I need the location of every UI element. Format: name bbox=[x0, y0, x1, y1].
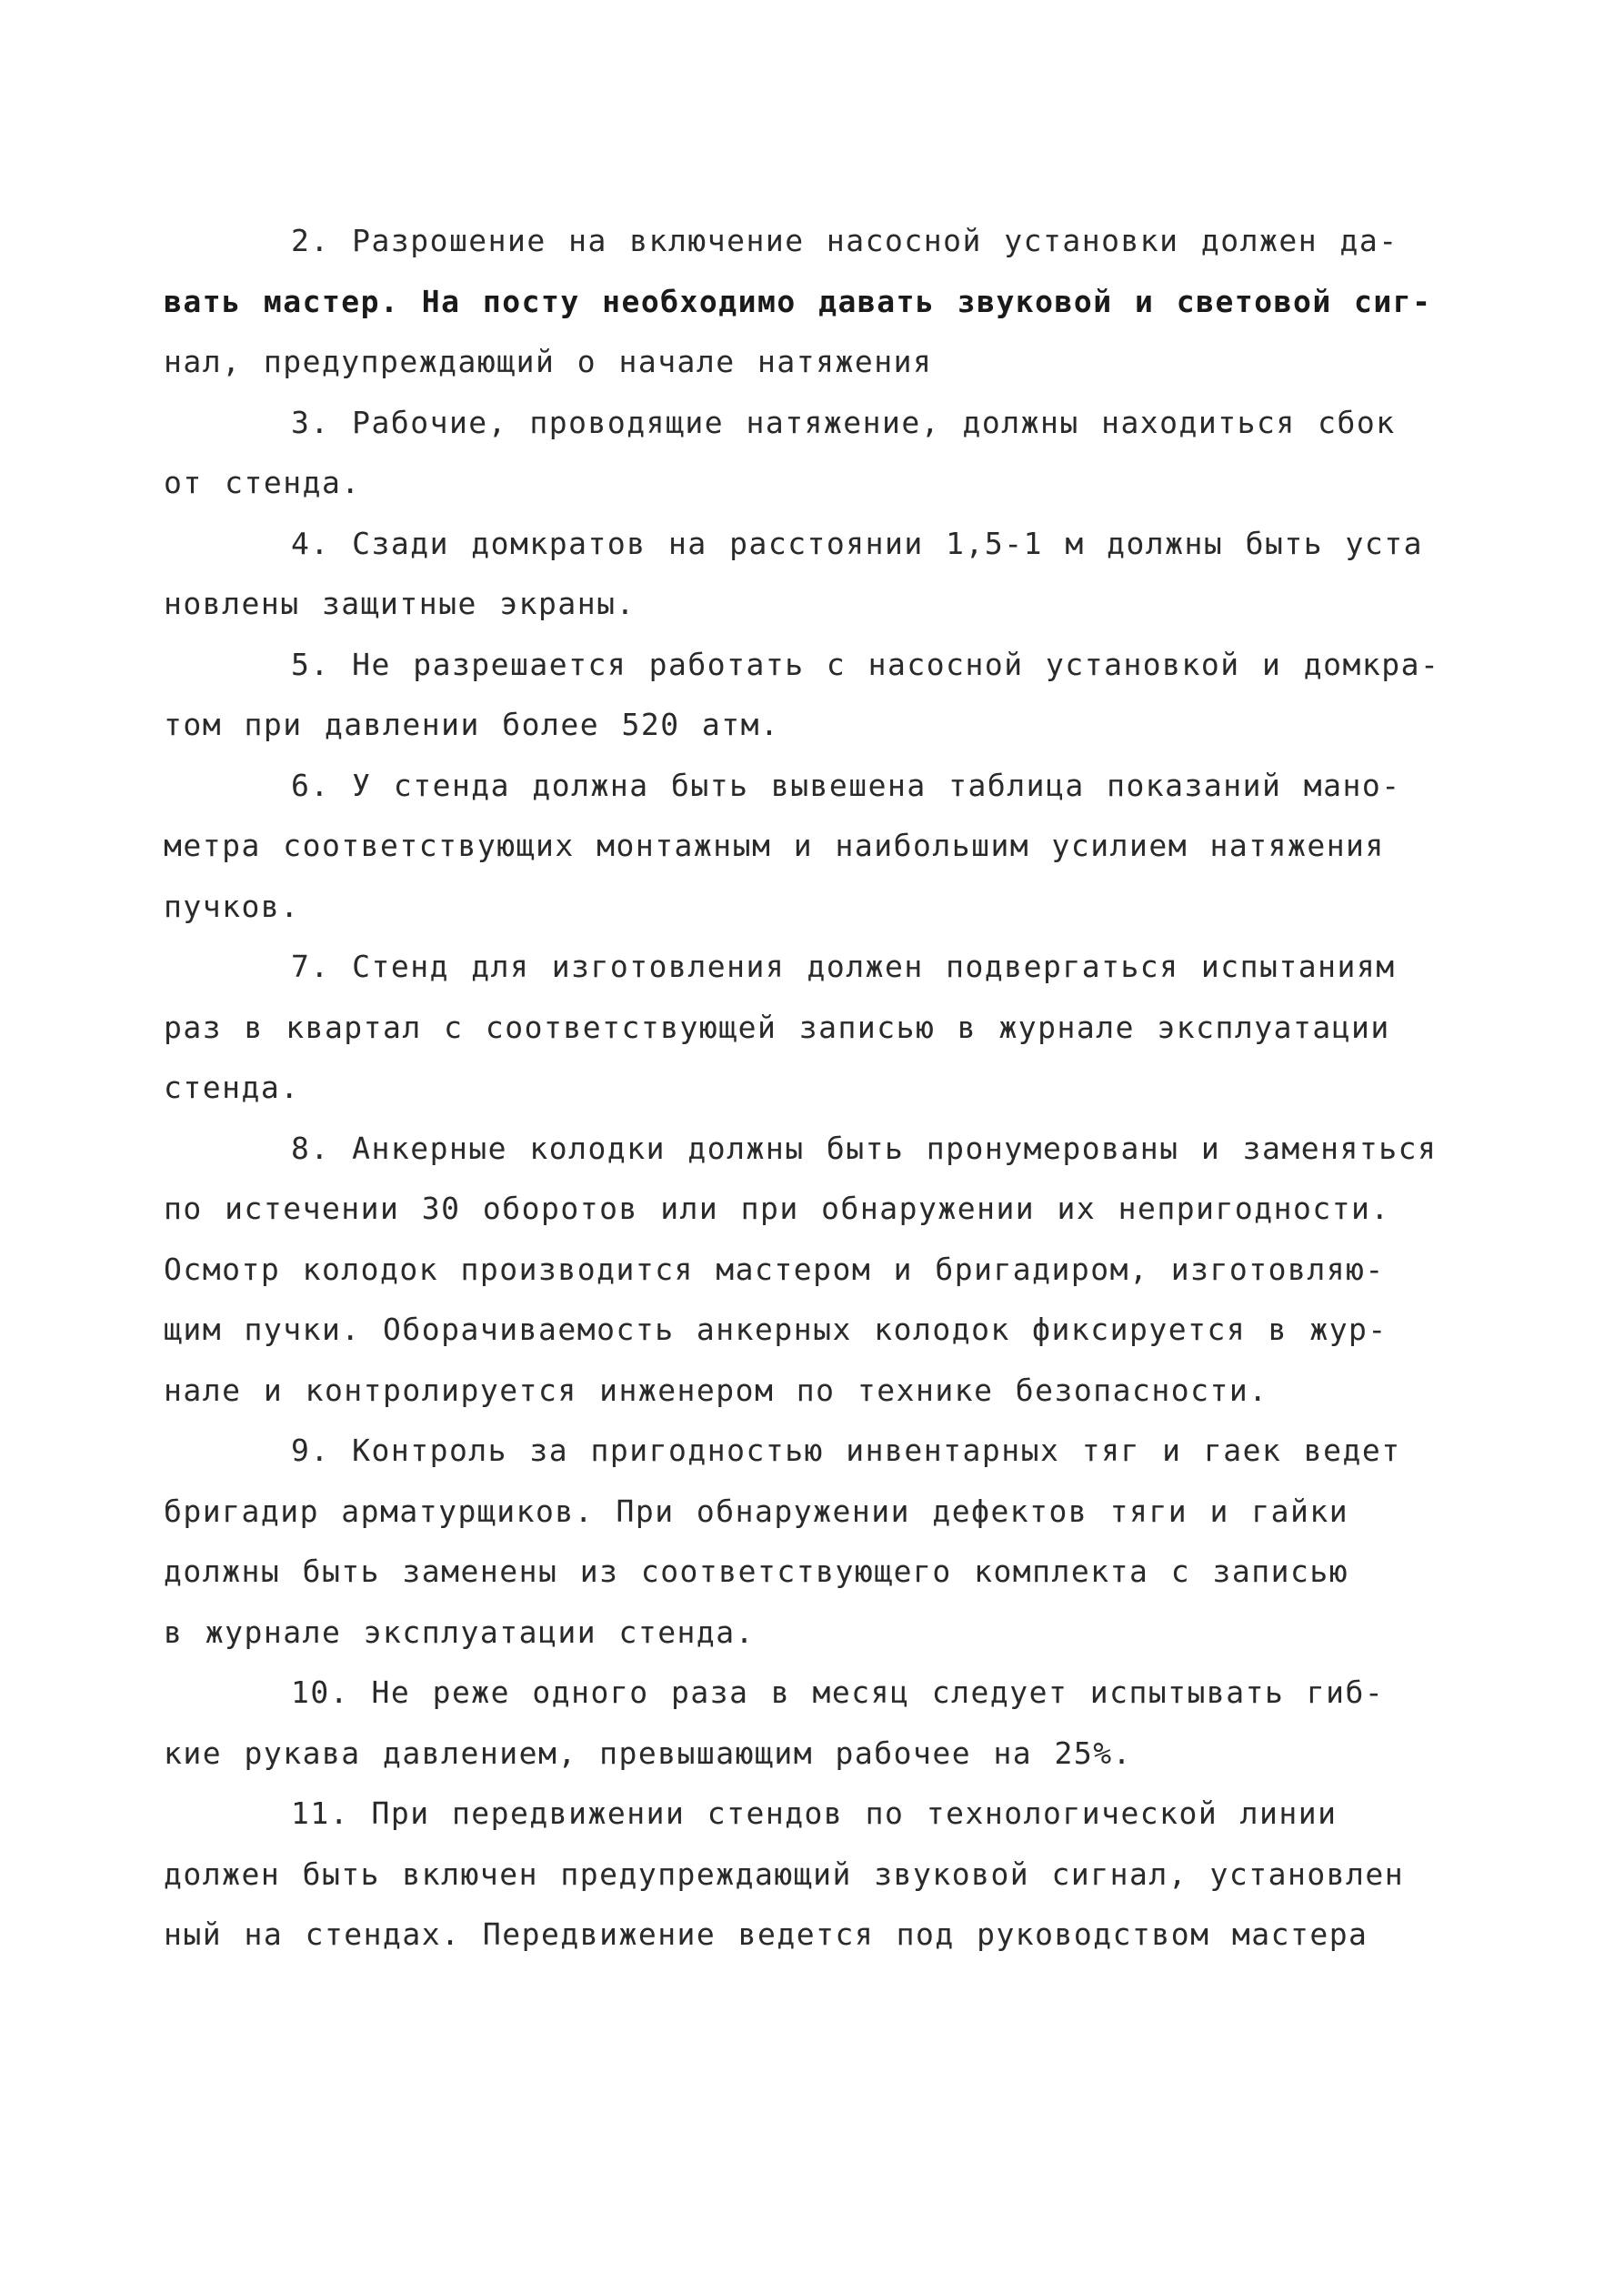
item-4-line-1: 4. Сзади домкратов на расстоянии 1,5-1 м должны быть уста bbox=[291, 525, 1423, 561]
item-11-line-3: ный на стендах. Передвижение ведется под руководством мастера bbox=[164, 1916, 1368, 1952]
item-10-line-1: 10. Не реже одного раза в месяц следует испытывать гиб- bbox=[291, 1675, 1385, 1710]
item-9-line-2: бригадир арматурщиков. При обнаружении дефектов тяги и гайки bbox=[164, 1493, 1349, 1529]
item-10-line-2: кие рукава давлением, превышающим рабочее на 25%. bbox=[164, 1735, 1133, 1771]
item-2-line-1: 2. Разрошение на включение насосной установки должен да- bbox=[291, 223, 1398, 258]
item-6-line-1: 6. У стенда должна быть вывешена таблица показаний мано- bbox=[291, 767, 1401, 803]
item-8-line-1: 8. Анкерные колодки должны быть пронумерованы и заменяться bbox=[291, 1130, 1438, 1166]
item-8-line-3: Осмотр колодок производится мастером и бригадиром, изготовляю- bbox=[164, 1251, 1385, 1287]
item-7-line-2: раз в квартал с соответствующей записью в журнале эксплуатации bbox=[164, 1009, 1390, 1045]
item-2-line-2: вать мастер. На посту необходимо давать звуковой и световой сиг- bbox=[164, 283, 1432, 319]
item-7-line-3: стенда. bbox=[164, 1070, 300, 1105]
item-6-line-3: пучков. bbox=[164, 888, 300, 924]
item-6-line-2: метра соответствующих монтажным и наибольшим усилием натяжения bbox=[164, 828, 1385, 863]
item-5-line-2: том при давлении более 520 атм. bbox=[164, 707, 780, 742]
item-8-line-4: щим пучки. Оборачиваемость анкерных колодок фиксируется в жур- bbox=[164, 1312, 1388, 1347]
item-8-line-2: по истечении 30 оборотов или при обнаружении их непригодности. bbox=[164, 1191, 1390, 1226]
item-11-line-1: 11. При передвижении стендов по технологической линии bbox=[291, 1795, 1338, 1831]
item-9-line-3: должны быть заменены из соответствующего комплекта с записью bbox=[164, 1554, 1349, 1589]
item-2-line-3: нал, предупреждающий о начале натяжения bbox=[164, 344, 933, 379]
item-3-line-2: от стенда. bbox=[164, 465, 361, 500]
item-3-line-1: 3. Рабочие, проводящие натяжение, должны находиться сбок bbox=[291, 404, 1396, 440]
item-7-line-1: 7. Стенд для изготовления должен подвергаться испытаниям bbox=[291, 949, 1396, 984]
item-9-line-4: в журнале эксплуатации стенда. bbox=[164, 1614, 756, 1650]
item-8-line-5: нале и контролируется инженером по технике безопасности. bbox=[164, 1372, 1268, 1408]
item-11-line-2: должен быть включен предупреждающий звуковой сигнал, установлен bbox=[164, 1856, 1405, 1892]
item-4-line-2: новлены защитные экраны. bbox=[164, 586, 636, 621]
document-body bbox=[164, 211, 1440, 1966]
item-5-line-1: 5. Не разрешается работать с насосной установкой и домкра- bbox=[291, 646, 1440, 682]
item-9-line-1: 9. Контроль за пригодностью инвентарных тяг и гаек ведет bbox=[291, 1433, 1401, 1468]
